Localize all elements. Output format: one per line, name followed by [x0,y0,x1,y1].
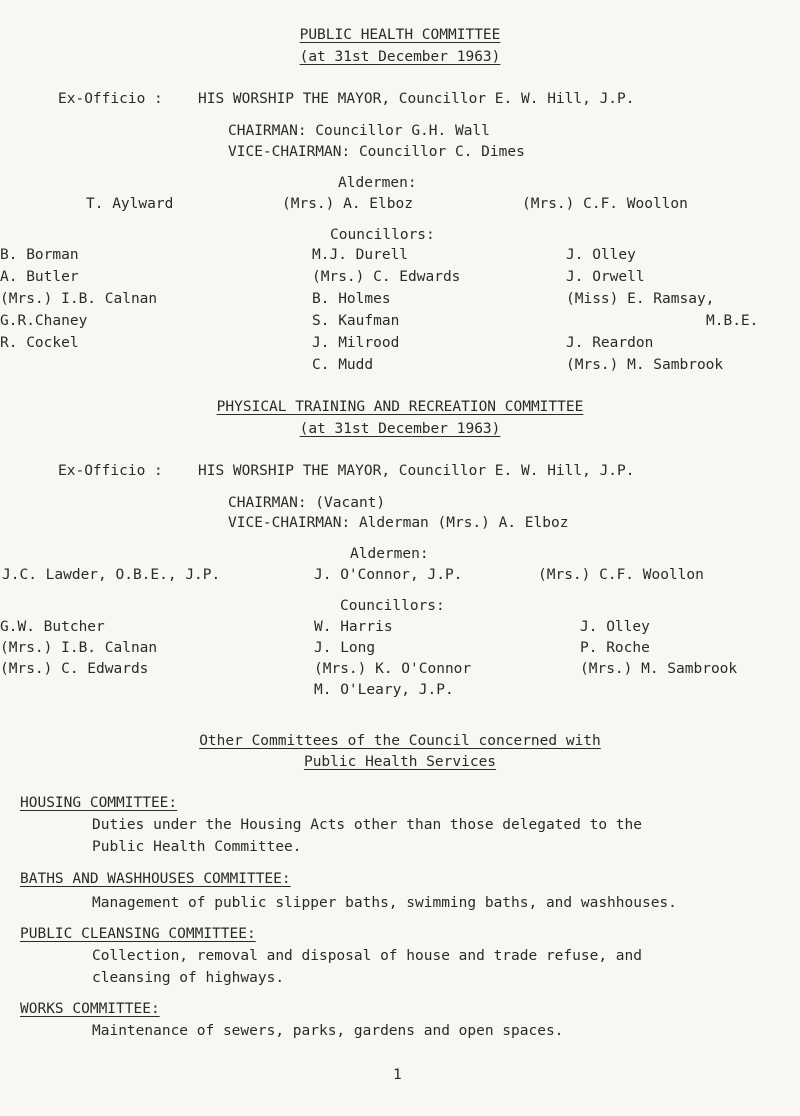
phc-ex-officio-label: Ex-Officio : [58,91,163,107]
cleansing-committee-desc: cleansing of highways. [92,970,285,986]
ptrc-councillor: (Mrs.) M. Sambrook [580,661,738,677]
ptrc-councillor: M. O'Leary, J.P. [314,682,454,698]
phc-councillor: J. Milrood [312,335,400,351]
ptrc-date: (at 31st December 1963) [299,421,501,437]
other-heading-line1: Other Committees of the Council concerned with [199,733,601,749]
housing-committee-desc: Public Health Committee. [92,839,302,855]
phc-councillor: (Miss) E. Ramsay, [566,291,715,307]
phc-councillor: R. Cockel [0,335,79,351]
phc-councillor: C. Mudd [312,357,374,373]
phc-aldermen-heading: Aldermen: [338,175,417,191]
phc-alderman: T. Aylward [86,196,174,212]
ptrc-councillor: J. Olley [580,619,650,635]
baths-committee-desc: Management of public slipper baths, swimming baths, and washhouses. [92,895,677,911]
ptrc-vice-chairman: VICE-CHAIRMAN: Alderman (Mrs.) A. Elboz [228,515,569,531]
ptrc-councillor: (Mrs.) C. Edwards [0,661,149,677]
ptrc-aldermen-heading: Aldermen: [350,546,429,562]
cleansing-committee-desc: Collection, removal and disposal of house and trade refuse, and [92,948,642,964]
phc-councillor-honour: M.B.E. [706,313,759,329]
works-committee-desc: Maintenance of sewers, parks, gardens and open spaces. [92,1023,564,1039]
phc-councillor: S. Kaufman [312,313,400,329]
ptrc-title: PHYSICAL TRAINING AND RECREATION COMMITTEE [216,399,584,415]
phc-ex-officio-value: HIS WORSHIP THE MAYOR, Councillor E. W. Hill, J.P. [198,91,635,107]
ptrc-ex-officio-value: HIS WORSHIP THE MAYOR, Councillor E. W. Hill, J.P. [198,463,635,479]
phc-vice-chairman: VICE-CHAIRMAN: Councillor C. Dimes [228,144,525,160]
ptrc-councillor: G.W. Butcher [0,619,105,635]
phc-title: PUBLIC HEALTH COMMITTEE [299,27,501,43]
phc-councillor: (Mrs.) C. Edwards [312,269,461,285]
ptrc-ex-officio-label: Ex-Officio : [58,463,163,479]
phc-councillor: A. Butler [0,269,79,285]
phc-councillor: B. Borman [0,247,79,263]
ptrc-councillor: P. Roche [580,640,650,656]
phc-councillor: B. Holmes [312,291,391,307]
phc-councillor: (Mrs.) I.B. Calnan [0,291,158,307]
ptrc-alderman: J.C. Lawder, O.B.E., J.P. [2,567,221,583]
ptrc-alderman: (Mrs.) C.F. Woollon [538,567,704,583]
ptrc-councillor: (Mrs.) K. O'Connor [314,661,472,677]
ptrc-alderman: J. O'Connor, J.P. [314,567,463,583]
ptrc-councillor: J. Long [314,640,376,656]
housing-committee-desc: Duties under the Housing Acts other than those delegated to the [92,817,642,833]
works-committee-name: WORKS COMMITTEE: [20,1001,160,1017]
page-number: 1 [393,1067,402,1083]
phc-councillor: M.J. Durell [312,247,409,263]
ptrc-councillors-heading: Councillors: [340,598,445,614]
phc-councillor: J. Olley [566,247,636,263]
phc-councillors-heading: Councillors: [330,227,435,243]
phc-councillor: (Mrs.) M. Sambrook [566,357,724,373]
phc-councillor: J. Reardon [566,335,654,351]
phc-alderman: (Mrs.) C.F. Woollon [522,196,688,212]
phc-councillor: J. Orwell [566,269,645,285]
phc-chairman: CHAIRMAN: Councillor G.H. Wall [228,123,490,139]
phc-alderman: (Mrs.) A. Elboz [282,196,413,212]
phc-councillor: G.R.Chaney [0,313,88,329]
other-heading-line2: Public Health Services [303,754,497,770]
housing-committee-name: HOUSING COMMITTEE: [20,795,178,811]
cleansing-committee-name: PUBLIC CLEANSING COMMITTEE: [20,926,256,942]
ptrc-councillor: (Mrs.) I.B. Calnan [0,640,158,656]
baths-committee-name: BATHS AND WASHHOUSES COMMITTEE: [20,871,291,887]
ptrc-councillor: W. Harris [314,619,393,635]
phc-date: (at 31st December 1963) [299,49,501,65]
ptrc-chairman: CHAIRMAN: (Vacant) [228,495,386,511]
